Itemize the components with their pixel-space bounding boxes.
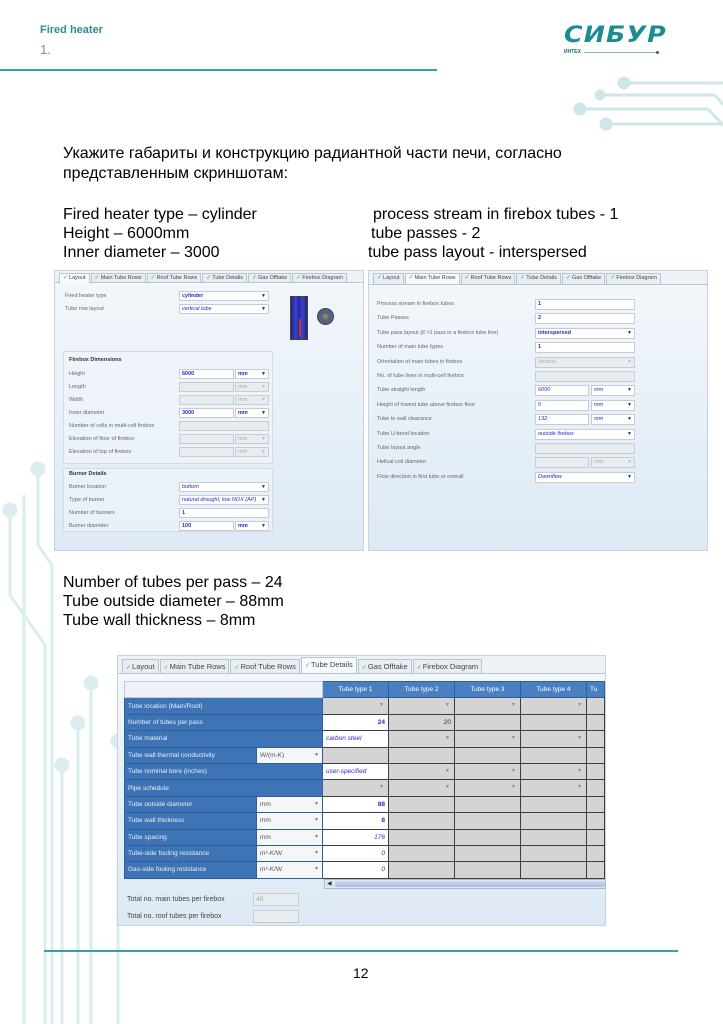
row-label: Tube material bbox=[125, 731, 323, 747]
grid-cell[interactable]: 176 bbox=[323, 829, 389, 845]
logo-subtext: ИНТЕХ bbox=[564, 49, 581, 55]
check-icon: ✓ bbox=[63, 275, 69, 281]
check-icon: ✓ bbox=[520, 275, 526, 281]
dropdown-arrow-icon: ▼ bbox=[314, 866, 319, 873]
grid-cell[interactable] bbox=[521, 845, 587, 861]
tab-bar bbox=[55, 271, 363, 283]
tab-layout[interactable]: ✓Layout bbox=[373, 273, 404, 284]
check-icon: ✓ bbox=[464, 275, 470, 281]
dropdown-arrow-icon: ▼ bbox=[261, 293, 266, 299]
grid-cell[interactable]: user-specified bbox=[323, 763, 389, 779]
spec-list-right bbox=[368, 205, 618, 262]
dropdown-arrow-icon: ▼ bbox=[627, 401, 632, 408]
grid-cell[interactable] bbox=[455, 747, 521, 763]
dropdown-arrow-icon: ▼ bbox=[314, 817, 319, 824]
grid-cell[interactable] bbox=[521, 862, 587, 878]
check-icon: ✓ bbox=[234, 665, 240, 671]
main-tube-field-label: Tube layout angle bbox=[377, 445, 421, 451]
check-icon: ✓ bbox=[150, 275, 156, 281]
cells-input[interactable] bbox=[179, 421, 269, 431]
length-unit-select[interactable]: mm ▼ bbox=[235, 382, 269, 392]
grid-cell[interactable] bbox=[323, 780, 389, 796]
tab-tube-details[interactable]: ✓Tube Details bbox=[516, 273, 561, 284]
dropdown-arrow-icon: ▼ bbox=[314, 833, 319, 840]
fired-heater-type-select[interactable]: cylinder ▼ bbox=[179, 291, 269, 301]
spec-tubes-per-pass: Number of tubes per pass – 24 bbox=[63, 574, 283, 591]
burner-details-title: Burner Details bbox=[69, 471, 107, 477]
unit-select[interactable]: m²-K/W ▼ bbox=[257, 862, 323, 878]
check-icon: ✓ bbox=[163, 665, 169, 671]
dropdown-arrow-icon: ▼ bbox=[627, 329, 632, 336]
main-tube-field-input[interactable] bbox=[535, 371, 635, 382]
length-label: Length bbox=[69, 384, 86, 390]
check-icon: ✓ bbox=[408, 275, 414, 281]
tab-bar bbox=[369, 271, 707, 285]
unit-select[interactable]: mm ▼ bbox=[591, 400, 635, 411]
total-main-tubes-field: 48 bbox=[253, 893, 299, 906]
grid-cell[interactable] bbox=[521, 714, 587, 730]
tab-roof-tube-rows[interactable]: ✓Roof Tube Rows bbox=[147, 273, 202, 282]
spec-tube-pass-layout: tube pass layout - interspersed bbox=[368, 244, 587, 261]
check-icon: ✓ bbox=[206, 275, 212, 281]
spec-height: Height – 6000mm bbox=[63, 225, 190, 242]
grid-row bbox=[125, 813, 605, 829]
grid-cell[interactable] bbox=[455, 714, 521, 730]
check-icon: ✓ bbox=[126, 665, 132, 671]
dropdown-arrow-icon: ▼ bbox=[577, 767, 582, 774]
column-header[interactable]: Tube type 1 bbox=[323, 682, 389, 698]
task-instruction: Укажите габариты и конструкцию радиантной части печи, согласно представленным скриншотам: bbox=[63, 145, 562, 182]
main-tube-field-input[interactable]: 6000 bbox=[535, 385, 589, 396]
dropdown-arrow-icon: ▼ bbox=[511, 735, 516, 742]
total-main-tubes-label: Total no. main tubes per firebox bbox=[127, 896, 225, 903]
grid-corner bbox=[125, 682, 323, 698]
tab-firebox-diagram[interactable]: ✓Firebox Diagram bbox=[606, 273, 661, 284]
firebox-dimensions-title: Firebox Dimensions bbox=[69, 357, 122, 363]
tab-tube-details[interactable]: ✓Tube Details bbox=[301, 657, 357, 673]
grid-cell[interactable] bbox=[389, 813, 455, 829]
main-tube-field-select[interactable]: Downflow ▼ bbox=[535, 472, 635, 483]
main-tube-field-label: Tube U-bend location bbox=[377, 430, 430, 437]
row-label: Pipe schedule bbox=[125, 780, 323, 796]
grid-header-row bbox=[125, 682, 605, 698]
total-roof-tubes-field bbox=[253, 910, 299, 923]
tab-gas-offtake[interactable]: ✓Gas Offtake bbox=[358, 659, 412, 673]
unit-select[interactable]: mm ▼ bbox=[257, 796, 323, 812]
spec-inner-diameter: Inner diameter – 3000 bbox=[63, 244, 220, 261]
grid-row bbox=[125, 747, 605, 763]
main-tube-field-label: Helical coil diameter bbox=[377, 459, 427, 466]
unit-select[interactable]: mm ▼ bbox=[591, 457, 635, 468]
width-unit-select[interactable]: mm ▼ bbox=[235, 395, 269, 405]
main-tube-field-input[interactable] bbox=[535, 443, 635, 454]
page-number: 12 bbox=[353, 965, 369, 981]
tube-row-layout-select[interactable]: vertical tube ▼ bbox=[179, 304, 269, 314]
unit-select[interactable]: mm ▼ bbox=[591, 385, 635, 396]
width-input[interactable] bbox=[179, 395, 234, 405]
elevation-top-label: Elevation of top of firebox bbox=[69, 449, 132, 455]
scrollbar-thumb[interactable] bbox=[335, 881, 605, 887]
burner-number-input[interactable]: 1 bbox=[179, 508, 269, 518]
grid-cell[interactable] bbox=[389, 698, 455, 714]
main-tube-field-label: Height of lowest tube above firebox floor bbox=[377, 401, 476, 408]
burner-location-select[interactable]: bottom ▼ bbox=[179, 482, 269, 492]
row-label: Tube nominal bore (inches) bbox=[125, 763, 323, 779]
grid-cell[interactable] bbox=[389, 780, 455, 796]
tab-bar bbox=[118, 656, 605, 674]
firebox-side-view-image bbox=[290, 296, 308, 340]
section-number: 1. bbox=[40, 42, 51, 57]
grid-cell[interactable]: 0 bbox=[323, 862, 389, 878]
main-tube-field-label: No. of tube lines in multi-cell firebox bbox=[377, 373, 464, 379]
grid-cell[interactable] bbox=[521, 829, 587, 845]
main-tube-field-input[interactable]: 2 bbox=[535, 313, 635, 324]
main-tube-rows-screenshot bbox=[368, 270, 708, 551]
sibur-logo bbox=[564, 24, 674, 64]
main-tube-field-select[interactable]: Vertical ▼ bbox=[535, 357, 635, 368]
elevation-floor-label: Elevation of floor of firebox bbox=[69, 436, 135, 442]
grid-cell[interactable] bbox=[455, 813, 521, 829]
column-header[interactable]: Tu bbox=[587, 682, 605, 698]
elevation-top-input[interactable] bbox=[179, 447, 234, 457]
inner-diameter-label: Inner diameter bbox=[69, 410, 105, 416]
grid-cell[interactable] bbox=[587, 813, 605, 829]
row-label: Tube wall thermal conductivity bbox=[125, 747, 257, 763]
grid-cell[interactable] bbox=[587, 796, 605, 812]
row-label: Tube location (Main/Roof) bbox=[125, 698, 323, 714]
elevation-floor-unit-select[interactable]: mm ▼ bbox=[235, 434, 269, 444]
grid-cell[interactable] bbox=[587, 714, 605, 730]
tab-roof-tube-rows[interactable]: ✓Roof Tube Rows bbox=[230, 659, 299, 673]
logo-wordmark: СИБУР bbox=[564, 23, 667, 48]
grid-cell[interactable] bbox=[521, 796, 587, 812]
grid-cell[interactable] bbox=[389, 731, 455, 747]
width-label: Width bbox=[69, 397, 84, 403]
tab-layout[interactable]: ✓Layout bbox=[122, 659, 159, 673]
dropdown-arrow-icon: ▼ bbox=[627, 358, 632, 365]
inner-diameter-unit-select[interactable]: mm ▼ bbox=[235, 408, 269, 418]
grid-row bbox=[125, 714, 605, 730]
grid-cell[interactable] bbox=[521, 731, 587, 747]
tab-main-tube-rows[interactable]: ✓Main Tube Rows bbox=[91, 273, 146, 282]
dropdown-arrow-icon: ▼ bbox=[577, 702, 582, 709]
tab-firebox-diagram[interactable]: ✓Firebox Diagram bbox=[292, 273, 347, 282]
grid-row bbox=[125, 829, 605, 845]
dropdown-arrow-icon: ▼ bbox=[511, 767, 516, 774]
tab-firebox-diagram[interactable]: ✓Firebox Diagram bbox=[413, 659, 482, 673]
dropdown-arrow-icon: ▼ bbox=[511, 702, 516, 709]
unit-select[interactable]: mm ▼ bbox=[257, 829, 323, 845]
main-tube-field-input[interactable]: 1 bbox=[535, 342, 635, 353]
height-label: Height bbox=[69, 371, 85, 377]
firebox-top-view-image bbox=[317, 308, 334, 325]
cells-label: Number of cells in multi-cell firebox bbox=[69, 423, 155, 429]
main-tube-field-label: Process stream in firebox tubes bbox=[377, 301, 455, 307]
scroll-left-icon[interactable]: ◀ bbox=[327, 881, 332, 887]
grid-cell[interactable] bbox=[455, 731, 521, 747]
document-title: Fired heater bbox=[40, 24, 103, 36]
main-tube-field-select[interactable]: outside firebox ▼ bbox=[535, 429, 635, 440]
circuit-decoration-top-right bbox=[540, 70, 723, 140]
main-tube-field-label: Orientation of main tubes in firebox bbox=[377, 358, 463, 365]
check-icon: ✓ bbox=[304, 663, 310, 669]
unit-select[interactable]: mm ▼ bbox=[591, 414, 635, 425]
fired-heater-type-label: Fired heater type bbox=[65, 293, 107, 299]
dropdown-arrow-icon: ▼ bbox=[314, 800, 319, 807]
main-tube-field-label: Tube Passes bbox=[377, 315, 409, 322]
grid-row bbox=[125, 731, 605, 747]
grid-cell[interactable] bbox=[455, 862, 521, 878]
spec-list-left bbox=[63, 205, 257, 262]
tab-main-tube-rows[interactable]: ✓Main Tube Rows bbox=[405, 273, 460, 284]
dropdown-arrow-icon: ▼ bbox=[445, 784, 450, 791]
grid-cell[interactable]: 24 bbox=[323, 714, 389, 730]
grid-cell[interactable] bbox=[521, 813, 587, 829]
spec-tube-wall: Tube wall thickness – 8mm bbox=[63, 612, 256, 629]
total-roof-tubes-label: Total no. roof tubes per firebox bbox=[127, 913, 222, 920]
grid-row bbox=[125, 796, 605, 812]
check-icon: ✓ bbox=[361, 665, 367, 671]
tab-layout[interactable]: ✓Layout bbox=[59, 273, 90, 284]
grid-cell[interactable] bbox=[587, 780, 605, 796]
dropdown-arrow-icon: ▼ bbox=[511, 784, 516, 791]
grid-cell[interactable] bbox=[323, 747, 389, 763]
tube-row-layout-label: Tube row layout bbox=[65, 306, 104, 312]
dropdown-arrow-icon: ▼ bbox=[627, 459, 632, 466]
tube-details-grid bbox=[124, 681, 605, 879]
dropdown-arrow-icon: ▼ bbox=[627, 430, 632, 437]
column-header[interactable]: Tube type 3 bbox=[455, 682, 521, 698]
main-tube-field-label: Tube to wall clearance bbox=[377, 416, 432, 423]
dropdown-arrow-icon: ▼ bbox=[445, 735, 450, 742]
grid-cell[interactable]: 0 bbox=[323, 845, 389, 861]
row-label: Tube outside diameter bbox=[125, 796, 257, 812]
check-icon: ✓ bbox=[610, 275, 616, 281]
row-label: Number of tubes per pass bbox=[125, 714, 323, 730]
dropdown-arrow-icon: ▼ bbox=[379, 784, 384, 791]
check-icon: ✓ bbox=[94, 275, 100, 281]
dropdown-arrow-icon: ▼ bbox=[314, 850, 319, 857]
grid-cell[interactable]: 88 bbox=[323, 796, 389, 812]
spec-heater-type: Fired heater type – cylinder bbox=[63, 206, 257, 223]
grid-cell[interactable] bbox=[587, 845, 605, 861]
tab-main-tube-rows[interactable]: ✓Main Tube Rows bbox=[160, 659, 230, 673]
elevation-top-unit-select[interactable]: mm ▼ bbox=[235, 447, 269, 457]
spec-process-stream: process stream in firebox tubes - 1 bbox=[373, 206, 619, 223]
grid-cell[interactable] bbox=[521, 698, 587, 714]
grid-cell[interactable]: carbon steel bbox=[323, 731, 389, 747]
grid-cell[interactable] bbox=[455, 796, 521, 812]
dropdown-arrow-icon: ▼ bbox=[314, 751, 319, 758]
grid-cell[interactable] bbox=[587, 747, 605, 763]
grid-cell[interactable] bbox=[389, 862, 455, 878]
height-input[interactable]: 6000 bbox=[179, 369, 234, 379]
grid-cell[interactable] bbox=[455, 780, 521, 796]
main-tube-field-input[interactable]: 132 bbox=[535, 414, 589, 425]
grid-cell[interactable] bbox=[323, 698, 389, 714]
burner-diameter-label: Burner diameter bbox=[69, 523, 109, 529]
grid-cell[interactable] bbox=[587, 698, 605, 714]
spec-list-tubes bbox=[63, 573, 284, 630]
main-tube-field-input[interactable]: 1 bbox=[535, 299, 635, 310]
grid-cell[interactable] bbox=[455, 845, 521, 861]
burner-type-select[interactable]: natural drought, low NOX (AP) ▼ bbox=[179, 495, 269, 505]
dropdown-arrow-icon: ▼ bbox=[577, 784, 582, 791]
main-tube-field-input[interactable] bbox=[535, 457, 589, 468]
tab-tube-details[interactable]: ✓Tube Details bbox=[202, 273, 247, 282]
tab-gas-offtake[interactable]: ✓Gas Offtake bbox=[562, 273, 605, 284]
length-input[interactable] bbox=[179, 382, 234, 392]
dropdown-arrow-icon: ▼ bbox=[445, 767, 450, 774]
grid-cell[interactable]: 8 bbox=[323, 813, 389, 829]
dropdown-arrow-icon: ▼ bbox=[577, 735, 582, 742]
row-label: Tube-side fouling resistance bbox=[125, 845, 257, 861]
grid-cell[interactable] bbox=[587, 731, 605, 747]
burner-type-label: Type of burner bbox=[69, 497, 105, 503]
dropdown-arrow-icon: ▼ bbox=[627, 387, 632, 394]
grid-row bbox=[125, 780, 605, 796]
check-icon: ✓ bbox=[251, 275, 257, 281]
unit-select[interactable]: mm ▼ bbox=[257, 813, 323, 829]
footer-divider bbox=[44, 950, 678, 952]
check-icon: ✓ bbox=[377, 275, 383, 281]
unit-select[interactable]: W/(m-K) ▼ bbox=[257, 747, 323, 763]
row-label: Tube spacing bbox=[125, 829, 257, 845]
grid-row bbox=[125, 698, 605, 714]
column-header[interactable]: Tube type 2 bbox=[389, 682, 455, 698]
row-label: Gas-side fouling resistance bbox=[125, 862, 257, 878]
grid-cell[interactable]: 20 bbox=[389, 714, 455, 730]
burner-location-label: Burner location bbox=[69, 484, 106, 490]
grid-cell[interactable] bbox=[389, 829, 455, 845]
grid-cell[interactable] bbox=[521, 780, 587, 796]
main-tube-field-label: Number of main tube types bbox=[377, 344, 444, 351]
elevation-floor-input[interactable] bbox=[179, 434, 234, 444]
grid-cell[interactable] bbox=[389, 763, 455, 779]
spec-tube-od: Tube outside diameter – 88mm bbox=[63, 593, 284, 610]
inner-diameter-input[interactable]: 3000 bbox=[179, 408, 234, 418]
unit-select[interactable]: m²-K/W ▼ bbox=[257, 845, 323, 861]
dropdown-arrow-icon: ▼ bbox=[379, 702, 384, 709]
main-tube-field-label: Tube pass layout (if >1 pass in a firebox tube line) bbox=[377, 329, 499, 336]
spec-tube-passes: tube passes - 2 bbox=[371, 225, 481, 242]
grid-cell[interactable] bbox=[389, 747, 455, 763]
check-icon: ✓ bbox=[296, 275, 302, 281]
grid-cell[interactable] bbox=[587, 829, 605, 845]
grid-row bbox=[125, 763, 605, 779]
grid-cell[interactable] bbox=[455, 698, 521, 714]
tab-gas-offtake[interactable]: ✓Gas Offtake bbox=[248, 273, 291, 282]
grid-cell[interactable] bbox=[455, 829, 521, 845]
tab-roof-tube-rows[interactable]: ✓Roof Tube Rows bbox=[461, 273, 516, 284]
check-icon: ✓ bbox=[565, 275, 571, 281]
main-tube-field-select[interactable]: interspersed ▼ bbox=[535, 328, 635, 339]
grid-cell[interactable] bbox=[521, 747, 587, 763]
column-header[interactable]: Tube type 4 bbox=[521, 682, 587, 698]
row-label: Tube wall thickness bbox=[125, 813, 257, 829]
grid-row bbox=[125, 862, 605, 878]
dropdown-arrow-icon: ▼ bbox=[261, 306, 266, 312]
grid-cell[interactable] bbox=[587, 763, 605, 779]
dropdown-arrow-icon: ▼ bbox=[445, 702, 450, 709]
dropdown-arrow-icon: ▼ bbox=[627, 473, 632, 480]
grid-cell[interactable] bbox=[455, 763, 521, 779]
check-icon: ✓ bbox=[416, 665, 422, 671]
dropdown-arrow-icon: ▼ bbox=[627, 416, 632, 423]
grid-cell[interactable] bbox=[587, 862, 605, 878]
header-divider bbox=[0, 69, 437, 71]
grid-cell[interactable] bbox=[389, 796, 455, 812]
burner-number-label: Number of burners bbox=[69, 510, 115, 516]
burner-diameter-unit-select[interactable]: mm ▼ bbox=[235, 521, 269, 531]
height-unit-select[interactable]: mm ▼ bbox=[235, 369, 269, 379]
grid-cell[interactable] bbox=[389, 845, 455, 861]
burner-diameter-input[interactable]: 100 bbox=[179, 521, 234, 531]
grid-row bbox=[125, 845, 605, 861]
grid-cell[interactable] bbox=[521, 763, 587, 779]
horizontal-scrollbar[interactable] bbox=[324, 879, 606, 889]
main-tube-field-label: Tube straight length bbox=[377, 387, 426, 394]
main-tube-field-input[interactable]: 0 bbox=[535, 400, 589, 411]
main-tube-field-label: Flow direction in first tube or overall bbox=[377, 473, 464, 480]
